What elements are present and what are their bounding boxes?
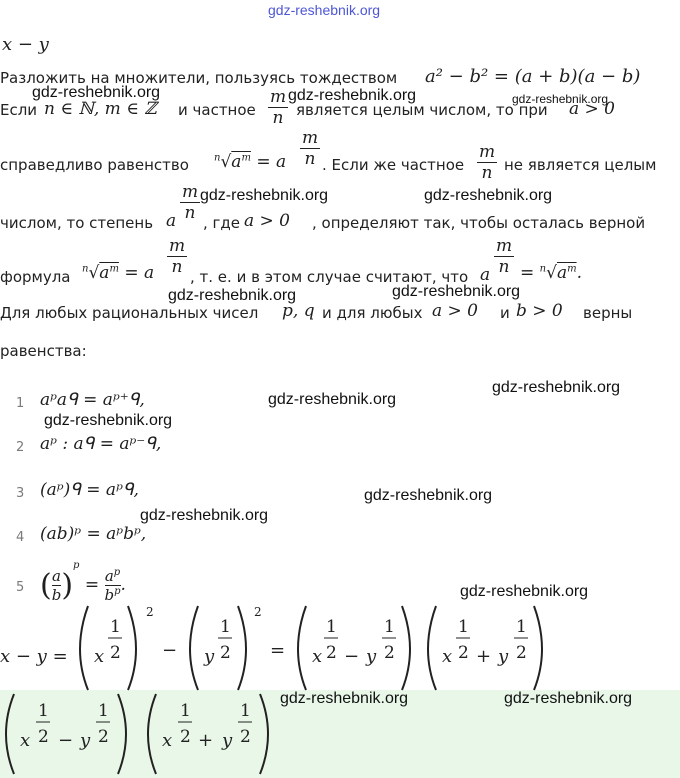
svg-text:1: 1 [458, 617, 469, 637]
intro-text-4a: числом, то степень [0, 214, 154, 232]
solution-step-1 [74, 600, 680, 695]
svg-text:1: 1 [384, 617, 395, 637]
intro-text-1: Разложить на множители, пользуясь тождеством [0, 69, 398, 87]
svg-text:1: 1 [180, 701, 191, 721]
exp-frac-2: m n [181, 182, 199, 223]
svg-text:2: 2 [516, 643, 527, 663]
svg-text:2: 2 [38, 727, 49, 747]
a-positive-2: a > 0 [244, 211, 291, 231]
intro-text-7: равенства: [0, 342, 87, 360]
square-exp-1: 2 [146, 605, 154, 619]
svg-text:1: 1 [240, 701, 251, 721]
x-base-1: x [94, 646, 105, 667]
watermark: gdz-reshebnik.org [504, 690, 633, 707]
watermark: gdz-reshebnik.org [200, 187, 329, 204]
svg-text:x: x [162, 730, 173, 751]
p-q-vars: p, q [282, 301, 315, 321]
list-number-1: 1 [16, 396, 25, 411]
y-base-1: y [204, 646, 215, 667]
intro-text-5a: формула [0, 268, 71, 286]
identity-formula: a² − b² = (a + b)(a − b) [425, 66, 641, 87]
intro-text-2c: является целым числом, то при [296, 101, 548, 119]
intro-text-6g: верны [583, 304, 633, 322]
list-number-2: 2 [16, 440, 25, 455]
svg-text:+: + [476, 646, 492, 667]
svg-text:x: x [312, 646, 323, 667]
half-num-2: 1 [220, 617, 231, 637]
a-base-2: a [480, 265, 491, 285]
minus-sign: − [162, 640, 178, 661]
watermark: gdz-reshebnik.org [492, 379, 621, 396]
power-base-a: a [166, 211, 177, 231]
b-positive: b > 0 [516, 301, 563, 321]
svg-text:y: y [366, 646, 377, 667]
list-number-4: 4 [16, 530, 25, 545]
a-positive-3: a > 0 [432, 301, 479, 321]
intro-text-4b: , где [203, 214, 241, 232]
square-exp-2: 2 [254, 605, 262, 619]
svg-text:1: 1 [326, 617, 337, 637]
svg-text:y: y [498, 646, 509, 667]
svg-text:+: + [198, 730, 214, 751]
intro-text-6c: и для любых [322, 304, 423, 322]
svg-text:1: 1 [38, 701, 49, 721]
intro-text-3a: справедливо равенство [0, 156, 189, 174]
formula-root: $^n√a^m = a$ [82, 263, 155, 283]
list-number-5: 5 [16, 580, 25, 595]
watermark: gdz-reshebnik.org [44, 412, 173, 429]
svg-text:x: x [442, 646, 453, 667]
property-4: (ab)ᵖ = aᵖbᵖ, [40, 524, 147, 544]
property-2: aᵖ : aᑫ = aᵖ⁻ᑫ, [40, 434, 162, 454]
svg-text:y: y [222, 730, 233, 751]
watermark: gdz-reshebnik.org [424, 187, 553, 204]
frac-m-n-2: m n [478, 142, 496, 183]
intro-text-3b: . Если же частное [322, 156, 465, 174]
svg-text:2: 2 [458, 643, 469, 663]
property-3: (aᵖ)ᑫ = aᵖᑫ, [40, 480, 139, 500]
watermark: gdz-reshebnik.org [512, 92, 609, 106]
svg-text:y: y [80, 730, 91, 751]
property-1: aᵖaᑫ = aᵖ⁺ᑫ, [40, 390, 145, 410]
half-den-1: 2 [110, 643, 121, 663]
intro-text-2b: и частное [178, 101, 256, 119]
exp-frac-1: m n [301, 128, 319, 169]
svg-text:2: 2 [240, 727, 251, 747]
half-num-1: 1 [110, 617, 121, 637]
root-equality: $^n√a^m = a$ [214, 152, 287, 172]
svg-text:−: − [58, 730, 74, 751]
watermark: gdz-reshebnik.org [288, 87, 417, 104]
half-den-2: 2 [220, 643, 231, 663]
a-positive-1: a > 0 [569, 99, 616, 119]
intro-text-6a: Для любых рациональных чисел [0, 304, 259, 322]
svg-text:1: 1 [516, 617, 527, 637]
svg-text:2: 2 [384, 643, 395, 663]
intro-text-5b: , т. е. и в этом случае считают, что [190, 268, 469, 286]
task-expression: x − y [2, 34, 49, 55]
sets-condition: n ∈ ℕ, m ∈ ℤ [44, 99, 157, 119]
intro-text-2a: Если [0, 101, 38, 119]
watermark: gdz-reshebnik.org [392, 283, 521, 300]
svg-text:x: x [20, 730, 31, 751]
watermark: gdz-reshebnik.org [364, 487, 493, 504]
svg-text:2: 2 [98, 727, 109, 747]
watermark: gdz-reshebnik.org [32, 84, 161, 101]
intro-text-6e: и [500, 304, 510, 322]
exp-frac-4: m n [495, 236, 513, 277]
exp-frac-3: m n [168, 236, 186, 277]
watermark: gdz-reshebnik.org [280, 690, 409, 707]
equals-sign: = [270, 640, 286, 661]
svg-text:2: 2 [326, 643, 337, 663]
intro-text-3c: не является целым [504, 156, 657, 174]
watermark: gdz-reshebnik.org [168, 287, 297, 304]
frac-m-n-1: m n [269, 87, 287, 128]
formula-root-2: = $^n√a^m$. [520, 263, 582, 283]
svg-text:−: − [344, 646, 360, 667]
property-5: ( $\frac{a}{b}$ )$^p$ = $\frac{a^p}{b^p}$ . [40, 560, 126, 604]
answer-formula [0, 690, 290, 778]
site-header-link[interactable]: gdz-reshebnik.org [268, 2, 381, 18]
watermark: gdz-reshebnik.org [268, 391, 397, 408]
watermark: gdz-reshebnik.org [140, 507, 269, 524]
svg-text:1: 1 [98, 701, 109, 721]
svg-text:2: 2 [180, 727, 191, 747]
solution-lhs: x − y = [0, 646, 68, 667]
list-number-3: 3 [16, 486, 25, 501]
watermark: gdz-reshebnik.org [460, 583, 589, 600]
intro-text-4d: , определяют так, чтобы осталась верной [312, 214, 646, 232]
